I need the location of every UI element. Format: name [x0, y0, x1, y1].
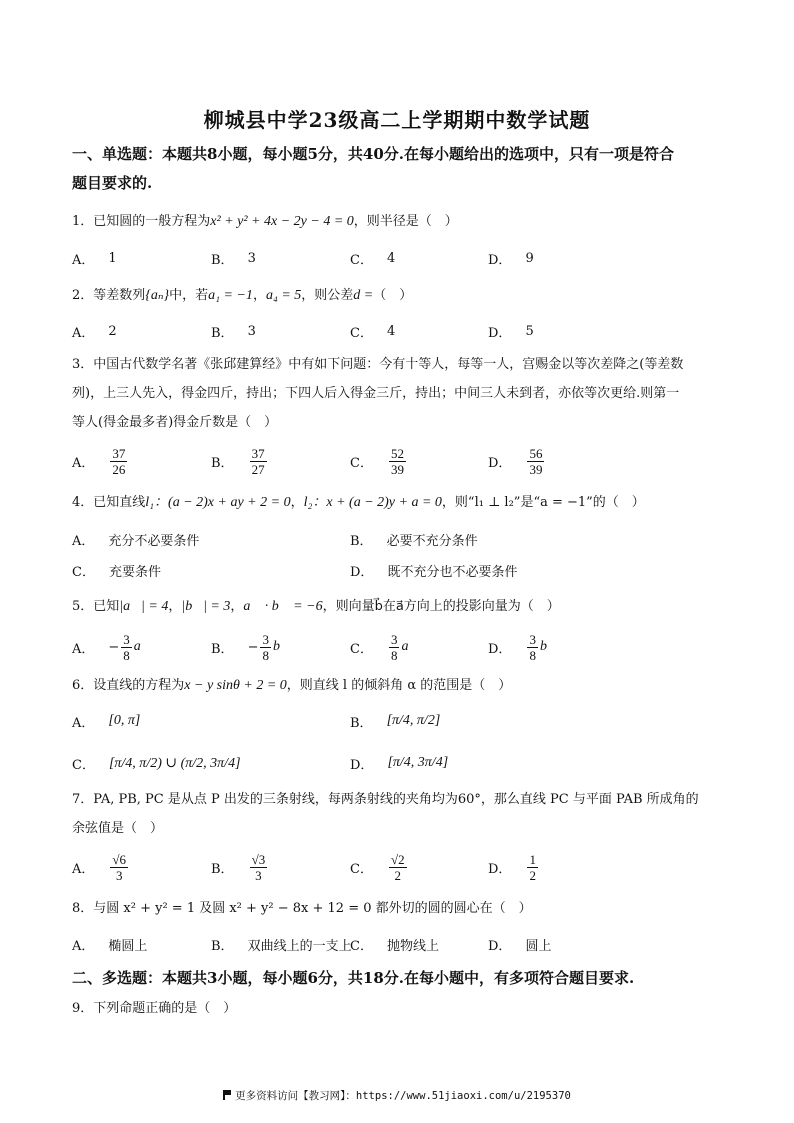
question-stem: 5．已知 [72, 599, 120, 614]
option-d[interactable] [350, 554, 517, 586]
question-stem: 2．等差数列 [72, 288, 146, 303]
question-8 [72, 894, 732, 923]
option-label: D． [488, 938, 512, 954]
question-1 [72, 207, 732, 236]
fraction [527, 852, 538, 883]
question-tail: ，则半径是（ ） [353, 214, 458, 229]
option-d[interactable] [488, 242, 534, 274]
footer[interactable] [0, 1088, 794, 1103]
option-text: 3 [247, 323, 256, 339]
fraction [110, 852, 128, 883]
question-stem: 8．与圆 x² + y² = 1 及圆 x² + y² − 8x + 12 = 0 都外切的圆的圆心在（ ） [72, 901, 532, 916]
option-text: 双曲线上的一支上 [247, 938, 352, 954]
options-q4-row2 [72, 554, 732, 586]
option-c[interactable] [72, 554, 161, 586]
option-label: B． [350, 715, 373, 731]
option-label: B． [350, 533, 373, 549]
option-label: A． [72, 325, 95, 341]
option-text: 充要条件 [108, 564, 161, 580]
option-d[interactable] [488, 631, 558, 663]
fraction [527, 446, 544, 477]
option-label: A． [72, 641, 95, 657]
option-b[interactable] [211, 631, 291, 663]
section-heading-line: 一、单选题：本题共8小题，每小题5分，共40分.在每小题给出的选项中，只有一项是符合 [72, 145, 674, 163]
option-text: 抛物线上 [386, 938, 439, 954]
vector: b⃗ [272, 639, 291, 654]
question-line: 列)，上三人先入，得金四斤，持出；下四人后入得金三斤，持出；中间三人未到者，亦依等次更给.则第一 [72, 386, 680, 401]
numerator: 1 [529, 851, 536, 867]
question-text: ，则公差 [301, 288, 354, 303]
denominator: 8 [390, 647, 398, 663]
question-7 [72, 785, 732, 843]
option-label: C． [350, 641, 373, 657]
fraction [389, 852, 407, 883]
question-tail: ，则“l₁ ⊥ l₂”是“a = −1”的（ ） [441, 495, 645, 510]
question-5: 5．已知|a⃗| = 4，|b⃗| = 3，a⃗ · b⃗ = −6，则向量b⃗在a⃗方向上的投影向量为（ ） [72, 599, 560, 614]
question-3 [72, 350, 732, 437]
vector: a⃗ [401, 639, 420, 654]
options-q3 [72, 445, 732, 477]
numerator: √2 [390, 851, 405, 867]
option-a[interactable] [72, 851, 130, 883]
numerator: 3 [262, 631, 269, 647]
option-label: B． [211, 325, 234, 341]
option-b[interactable] [350, 523, 478, 555]
option-label: B． [211, 861, 234, 877]
option-label: A． [72, 715, 95, 731]
option-a[interactable] [72, 928, 147, 960]
numerator: 3 [390, 631, 398, 647]
denominator: 8 [123, 647, 130, 663]
option-a[interactable] [72, 523, 199, 555]
option-a[interactable] [72, 631, 152, 663]
option-text: [π/4, π/2] [386, 713, 441, 728]
denominator: 3 [255, 867, 262, 883]
vector: b⃗ [539, 639, 558, 654]
option-label: A． [72, 938, 95, 954]
option-label: C． [72, 757, 95, 773]
denominator: 39 [529, 461, 543, 477]
option-d[interactable] [488, 928, 551, 960]
option-b[interactable] [211, 242, 256, 274]
option-label: D． [488, 455, 512, 471]
fraction [250, 446, 267, 477]
option-text: 椭圆上 [108, 938, 148, 954]
section-heading-line: 题目要求的. [72, 174, 153, 192]
options-q5 [72, 631, 732, 663]
question-text: 中，若 [169, 288, 209, 303]
option-a[interactable] [72, 705, 140, 737]
vector: a⃗ [133, 639, 152, 654]
option-label: C． [350, 325, 373, 341]
condition: |b⃗| = 3 [181, 599, 231, 614]
option-text: [0, π] [108, 713, 141, 728]
option-label: B． [211, 641, 234, 657]
fraction [260, 632, 271, 663]
denominator: 8 [262, 647, 269, 663]
option-label: C． [350, 455, 373, 471]
numerator: 3 [123, 631, 130, 647]
option-label: A． [72, 455, 95, 471]
fraction [389, 446, 406, 477]
option-text: 4 [386, 323, 396, 339]
equation: x² + y² + 4x − 2y − 4 = 0 [210, 214, 354, 229]
option-d[interactable] [488, 851, 540, 883]
question-line: 等人(得金最多者)得金斤数是（ ） [72, 415, 278, 430]
option-c[interactable] [350, 928, 439, 960]
question-tail: （ ） [373, 288, 413, 303]
denominator: 2 [529, 867, 536, 883]
option-text: 1 [108, 250, 117, 266]
option-label: D． [488, 325, 512, 341]
denominator: 8 [529, 647, 536, 663]
denominator: 27 [251, 461, 265, 477]
separator: ， [252, 288, 266, 303]
fraction [110, 446, 127, 477]
denominator: 3 [115, 867, 123, 883]
option-d[interactable] [488, 445, 546, 477]
option-label: D． [488, 252, 512, 268]
option-text: 既不充分也不必要条件 [387, 564, 518, 580]
fraction [121, 632, 132, 663]
option-label: A． [72, 252, 95, 268]
option-text: 3 [247, 250, 256, 266]
denominator: 2 [394, 867, 402, 883]
separator: ， [290, 495, 304, 510]
option-a[interactable] [72, 242, 117, 274]
option-text: 必要不充分条件 [386, 533, 478, 549]
numerator: √3 [251, 851, 266, 867]
option-label: A． [72, 533, 95, 549]
options-q8 [72, 928, 732, 960]
option-label: D． [350, 757, 374, 773]
section-heading-single-choice [72, 140, 732, 198]
condition: a₄ = 5 [265, 288, 302, 303]
option-c[interactable] [350, 242, 395, 274]
options-q6-row2 [72, 747, 732, 779]
fraction [250, 852, 268, 883]
sign: − [247, 639, 259, 655]
denominator: 26 [112, 461, 126, 477]
option-c[interactable] [350, 631, 419, 663]
option-c[interactable] [72, 747, 241, 779]
options-q6-row1 [72, 705, 732, 737]
question-tail: ，则向量b⃗在a⃗方向上的投影向量为（ ） [322, 599, 560, 614]
option-text: 4 [386, 250, 396, 266]
condition: a⃗ · b⃗ = −6 [243, 599, 323, 614]
equation: x − y sinθ + 2 = 0 [184, 678, 287, 693]
option-d[interactable] [488, 315, 534, 347]
option-c[interactable] [350, 315, 395, 347]
question-6 [72, 671, 732, 700]
option-label: D． [350, 564, 374, 580]
option-b[interactable] [350, 705, 440, 737]
numerator: 37 [112, 445, 126, 461]
question-2 [72, 281, 732, 310]
option-text: 9 [525, 250, 534, 266]
question-9: 9．下列命题正确的是（ ） [72, 1001, 237, 1016]
option-b[interactable] [211, 851, 269, 883]
option-b[interactable] [211, 445, 269, 477]
footer-link[interactable]: 更多资料访问【教习网】：https://www.51jiaoxi.com/u/2195370 [235, 1090, 571, 1102]
line-equation: l₁：(a − 2)x + ay + 2 = 0 [145, 495, 291, 510]
question-4 [72, 488, 732, 517]
fraction [527, 632, 538, 663]
numerator: 56 [529, 445, 543, 461]
options-q2 [72, 315, 732, 347]
sequence: {aₙ} [145, 288, 170, 303]
option-text: 5 [525, 323, 534, 339]
options-q4-row1 [72, 523, 732, 555]
option-label: C． [350, 861, 373, 877]
section-heading-multiple-choice: 二、多选题：本题共3小题，每小题6分，共18分.在每小题中，有多项符合题目要求. [72, 969, 635, 987]
option-a[interactable] [72, 445, 129, 477]
numerator: 3 [529, 631, 536, 647]
option-c[interactable] [350, 851, 409, 883]
question-line: 3．中国古代数学名著《张邱建算经》中有如下问题：今有十等人，每等一人，宫赐金以等次差降之(等差数 [72, 357, 684, 372]
question-tail: ，则直线 l 的倾斜角 α 的范围是（ ） [286, 678, 512, 693]
condition: |a⃗| = 4 [119, 599, 169, 614]
option-d[interactable] [350, 747, 448, 779]
option-text: [π/4, π/2) ∪ (π/2, 3π/4] [108, 755, 241, 771]
condition: a₁ = −1 [208, 288, 253, 303]
option-text: 2 [108, 323, 117, 339]
page-title: 柳城县中学23级高二上学期期中数学试题 [203, 108, 591, 132]
question-stem: 1．已知圆的一般方程为 [72, 214, 211, 229]
option-text: 充分不必要条件 [108, 533, 200, 549]
option-label: C． [72, 564, 95, 580]
options-q1 [72, 242, 732, 274]
option-label: D． [488, 861, 512, 877]
option-text: [π/4, 3π/4] [387, 755, 449, 770]
question-stem: 6．设直线的方程为 [72, 678, 185, 693]
option-text: 圆上 [525, 938, 552, 954]
question-line: 余弦值是（ ） [72, 821, 164, 836]
line-equation: l₂：x + (a − 2)y + a = 0 [303, 495, 442, 510]
option-a[interactable] [72, 315, 117, 347]
numerator: 52 [390, 445, 404, 461]
numerator: √6 [112, 851, 127, 867]
flag-icon [223, 1090, 231, 1100]
option-b[interactable] [211, 315, 256, 347]
sign: − [108, 639, 120, 655]
options-q7 [72, 851, 732, 883]
fraction [389, 632, 400, 663]
question-line: 7．PA, PB, PC 是从点 P 出发的三条射线，每两条射线的夹角均为60°，那么直线 PC 与平面 PAB 所成角的 [72, 792, 699, 807]
option-label: B． [211, 455, 234, 471]
option-label: B． [211, 252, 234, 268]
option-b[interactable] [211, 928, 352, 960]
option-label: C． [350, 938, 373, 954]
option-label: B． [211, 938, 234, 954]
option-c[interactable] [350, 445, 408, 477]
variable: d = [353, 288, 374, 303]
question-stem: 4．已知直线 [72, 495, 146, 510]
numerator: 37 [251, 445, 265, 461]
denominator: 39 [390, 461, 404, 477]
option-label: A． [72, 861, 95, 877]
option-label: C． [350, 252, 373, 268]
option-label: D． [488, 641, 512, 657]
